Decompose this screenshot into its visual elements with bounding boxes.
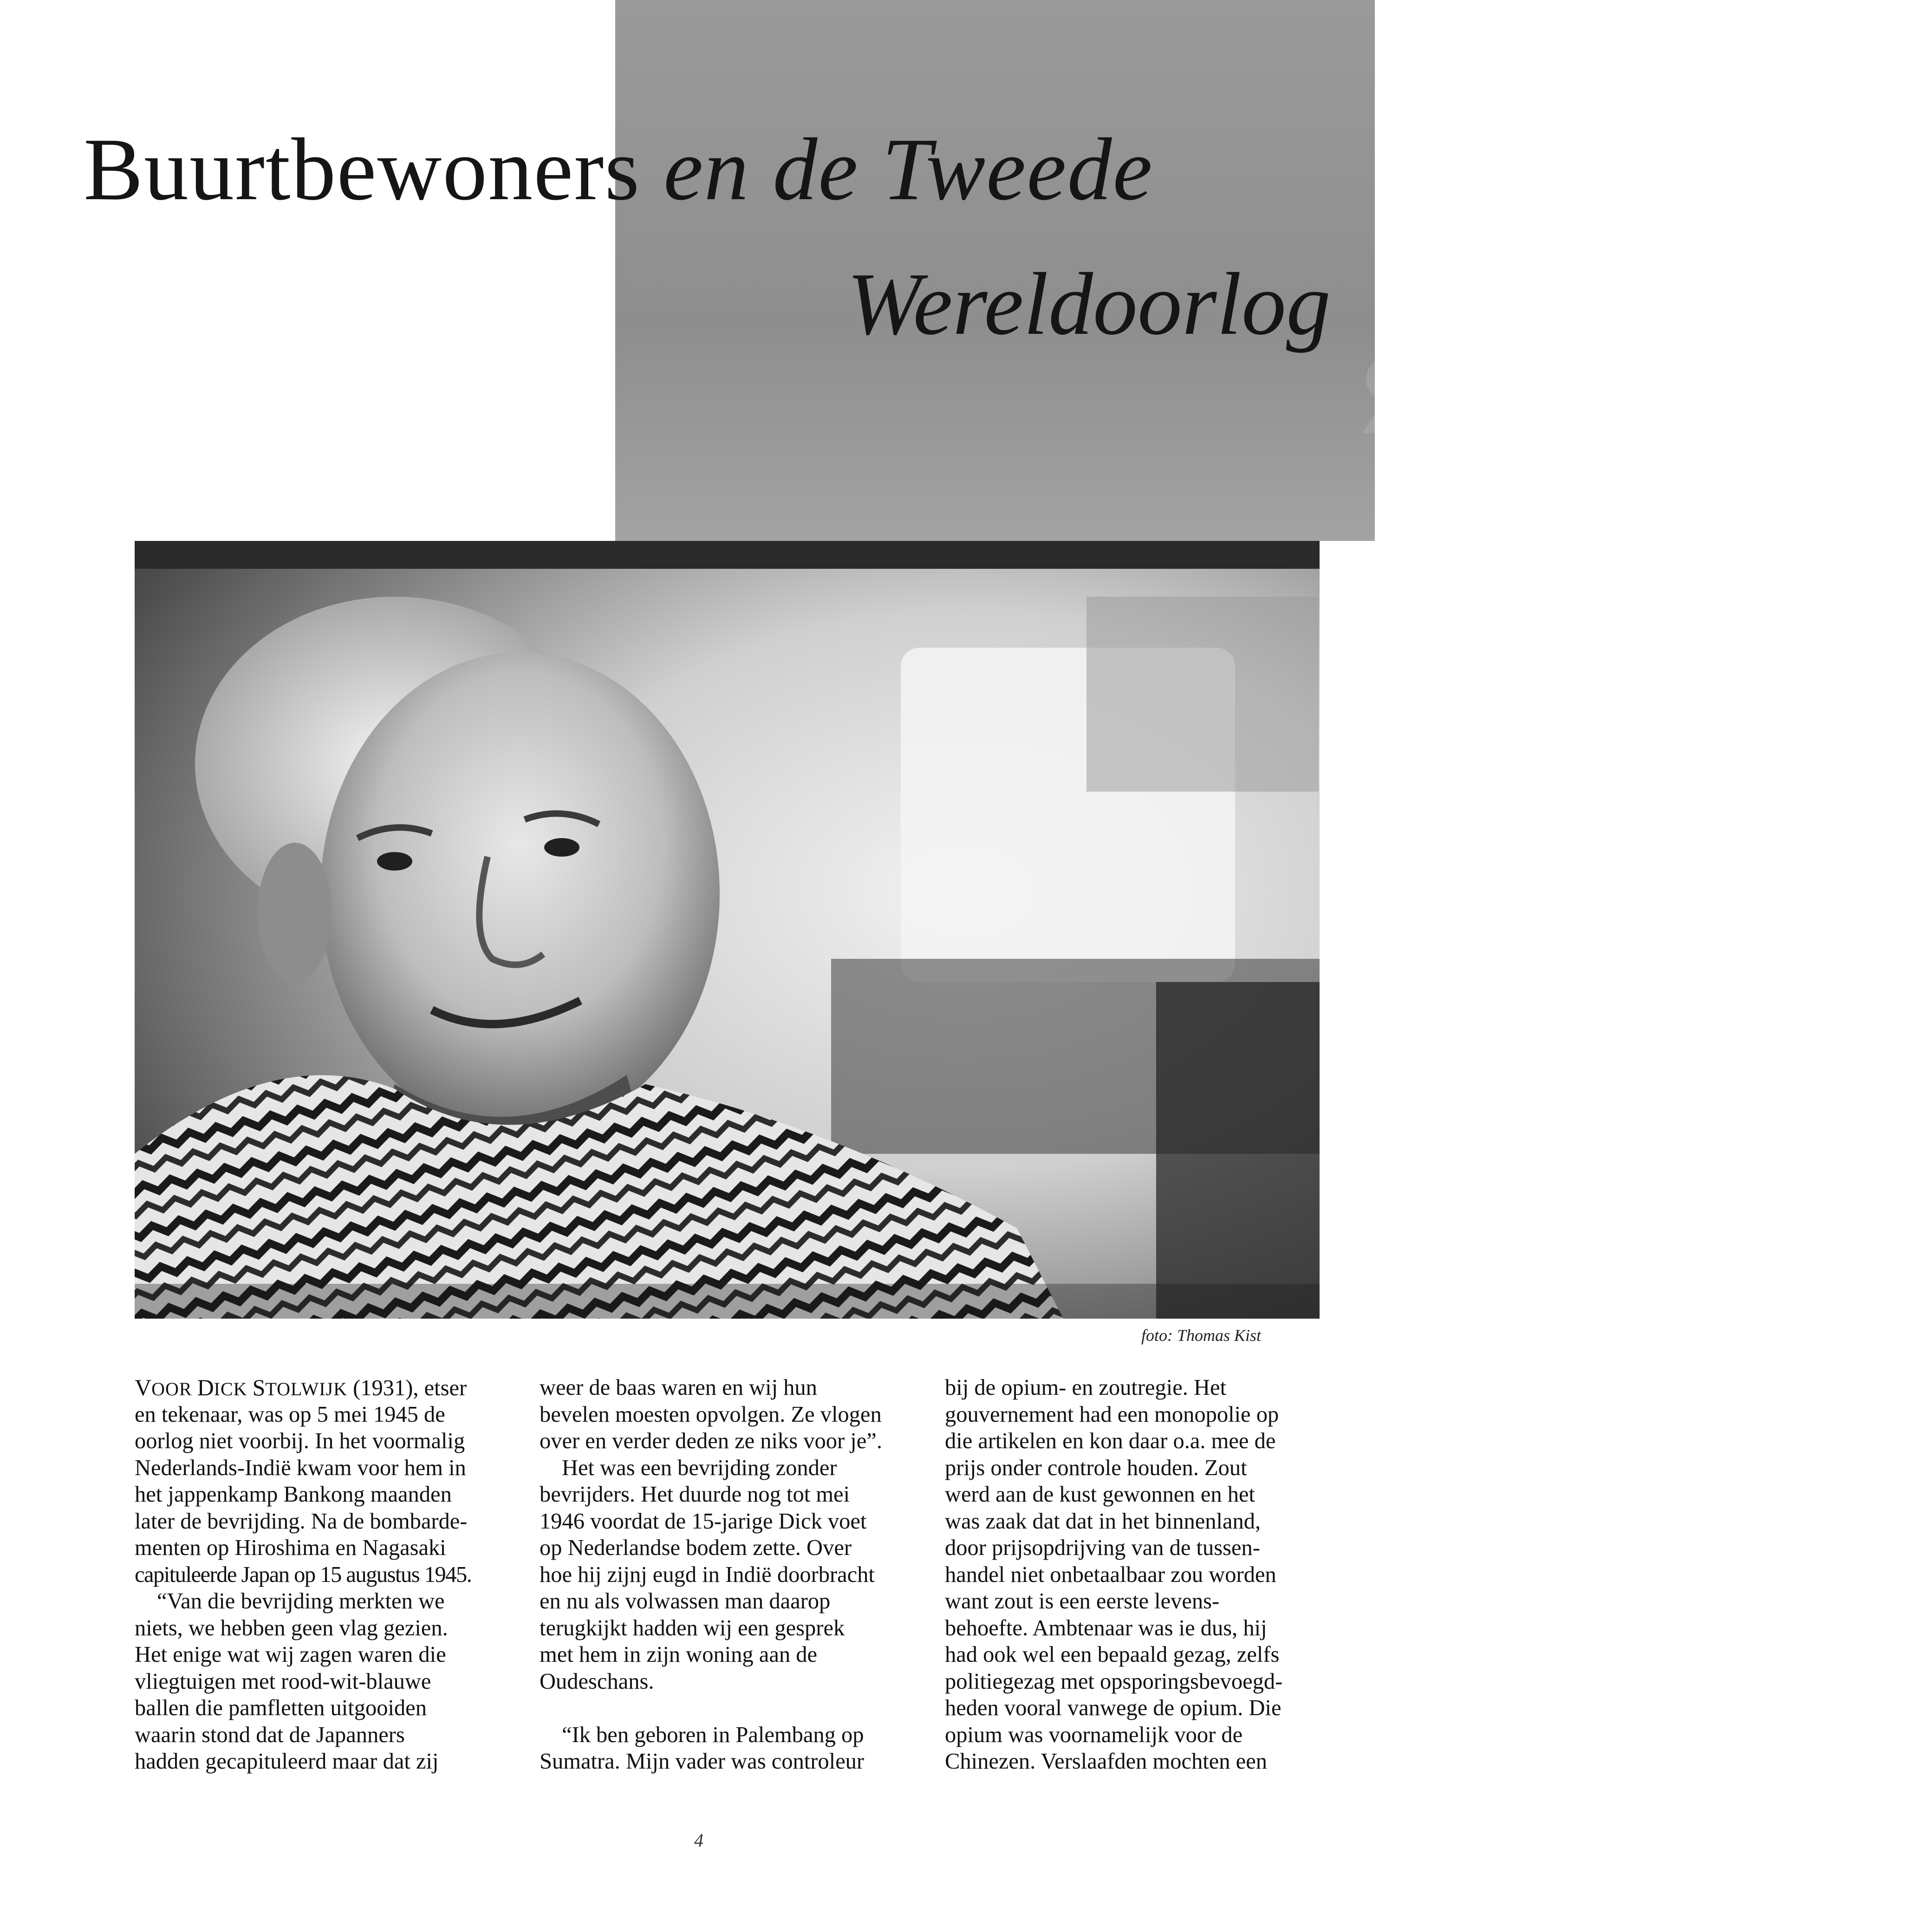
text-line: was zaak dat dat in het binnenland, [945,1509,1261,1534]
article-column-3 [945,1374,1330,1775]
text-line: bevrijders. Het duurde nog tot mei [540,1482,850,1507]
text-line: Nederlands-Indië kwam voor hem in [135,1455,466,1480]
text-line: Chinezen. Verslaafden mochten een [945,1749,1267,1774]
text-line: opium was voornamelijk voor de [945,1722,1243,1747]
text-line: door prijsopdrijving van de tussen- [945,1535,1260,1560]
portrait-illustration [135,541,1320,1319]
text-line: capituleerde Japan op 15 augustus 1945. [135,1562,472,1587]
text-line: over en verder deden ze niks voor je”. [540,1429,882,1453]
text-line: prijs onder controle houden. Zout [945,1455,1247,1480]
paragraph-gap [540,1695,925,1722]
text-line: Het enige wat wij zagen waren die [135,1642,446,1667]
text-line: niets, we hebben geen vlag gezien. [135,1615,448,1640]
text-line: menten op Hiroshima en Nagasaki [135,1535,446,1560]
text-line: hadden gecapituleerd maar dat zij [135,1749,439,1774]
photo-credit: foto: Thomas Kist [1141,1326,1261,1345]
headline-word-buurtbewoners: Buurtbewoners [84,120,641,219]
text-line: had ook wel een bepaald gezag, zelfs [945,1642,1280,1667]
text-line: 1946 voordat de 15-jarige Dick voet [540,1509,867,1534]
headline-line-1 [84,118,1153,221]
text-line: heden vooral vanwege de opium. Die [945,1696,1282,1720]
text-line: ballen die pamfletten uitgooiden [135,1696,427,1720]
text-line: en tekenaar, was op 5 mei 1945 de [135,1402,445,1427]
article-lead-line: VOOR DICK STOLWIJK (1931), etser [135,1374,467,1400]
text-line: en nu als volwassen man daarop [540,1589,831,1613]
text-line: waarin stond dat de Japanners [135,1722,405,1747]
faded-background-lettering: HET MUZIEK THEATER [1355,128,1906,457]
text-line: Oudeschans. [540,1669,654,1694]
text-line: later de bevrijding. Na de bombarde- [135,1509,468,1534]
headline-line-2: Wereldoorlog [847,254,1331,353]
text-line: bij de opium- en zoutregie. Het [945,1375,1227,1400]
text-line: hoe hij zijnj eugd in Indië doorbracht [540,1562,875,1587]
text-line: “Ik ben geboren in Palembang op [562,1722,864,1747]
page-number: 4 [694,1830,703,1851]
text-line: behoefte. Ambtenaar was ie dus, hij [945,1615,1267,1640]
article-column-1 [135,1374,520,1775]
text-line: bevelen moesten opvolgen. Ze vlogen [540,1402,882,1427]
text-line: werd aan de kust gewonnen en het [945,1482,1255,1507]
text-line: het jappenkamp Bankong maanden [135,1482,452,1507]
article-column-2 [540,1374,925,1775]
headline-italic-part: en de Tweede [664,120,1153,219]
text-line: terugkijkt hadden wij een gesprek [540,1615,845,1640]
text-line: op Nederlandse bodem zette. Over [540,1535,852,1560]
text-line: weer de baas waren en wij hun [540,1375,817,1400]
text-line: “Van die bevrijding merkten we [157,1589,445,1613]
text-line: die artikelen en kon daar o.a. mee de [945,1429,1276,1453]
portrait-photo [135,541,1320,1319]
text-line: Het was een bevrijding zonder [562,1455,837,1480]
text-line: want zout is een eerste levens- [945,1589,1220,1613]
text-line: vliegtuigen met rood-wit-blauwe [135,1669,431,1694]
text-line: politiegezag met opsporingsbevoegd- [945,1669,1283,1694]
text-line: met hem in zijn woning aan de [540,1642,818,1667]
text-line: gouvernement had een monopolie op [945,1402,1279,1427]
text-line: Sumatra. Mijn vader was controleur [540,1749,865,1774]
text-line: handel niet onbetaalbaar zou worden [945,1562,1276,1587]
text-line: oorlog niet voorbij. In het voormalig [135,1429,465,1453]
